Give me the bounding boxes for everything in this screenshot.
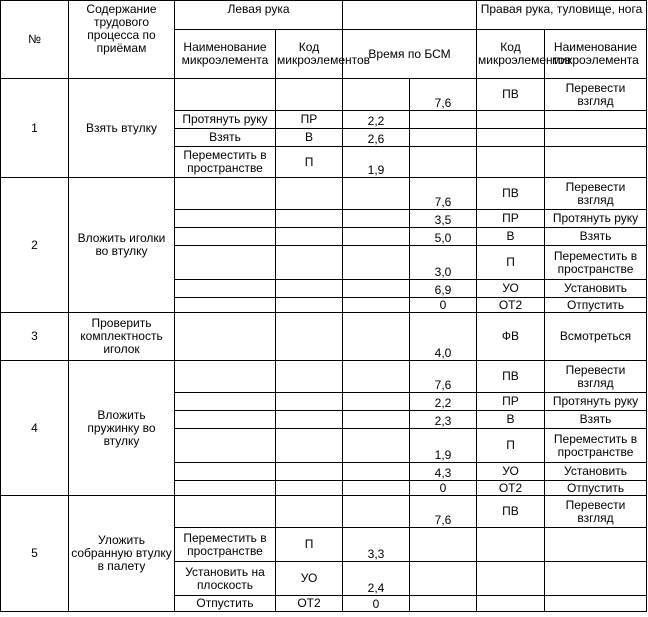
left-element-code: П — [276, 147, 343, 178]
right-element-code: ПР — [477, 393, 545, 411]
right-time: 2,2 — [410, 393, 477, 411]
right-element-name — [545, 129, 647, 147]
right-time: 0 — [410, 298, 477, 313]
table-row — [1, 361, 647, 393]
right-element-code: ОТ2 — [477, 298, 545, 313]
left-time — [343, 361, 410, 393]
right-element-name: Перевести взгляд — [545, 361, 647, 393]
step-content: Взять втулку — [69, 79, 175, 178]
left-time — [343, 411, 410, 429]
step-content: Вложить иголки во втулку — [69, 178, 175, 313]
left-element-code — [276, 481, 343, 496]
right-element-name: Всмотреться — [545, 313, 647, 361]
right-element-code: В — [477, 411, 545, 429]
right-time — [410, 596, 477, 612]
right-element-name — [545, 528, 647, 562]
header-right-name: Наименование микроэлемента — [545, 30, 647, 79]
left-element-name — [175, 463, 276, 481]
left-time — [343, 313, 410, 361]
right-element-name — [545, 562, 647, 596]
header-time: Время по БСМ — [343, 30, 477, 79]
header-left-hand: Левая рука — [175, 1, 343, 30]
right-element-name: Переместить в пространстве — [545, 429, 647, 463]
right-element-code — [477, 528, 545, 562]
header-left-code: Код микроэлементов — [276, 30, 343, 79]
right-time: 4,0 — [410, 313, 477, 361]
right-element-name: Установить — [545, 463, 647, 481]
right-element-code: ОТ2 — [477, 481, 545, 496]
step-content: Вложить пружинку во втулку — [69, 361, 175, 496]
right-element-name: Взять — [545, 228, 647, 246]
left-element-name: Отпустить — [175, 596, 276, 612]
left-time: 0 — [343, 596, 410, 612]
right-time: 7,6 — [410, 361, 477, 393]
right-time: 7,6 — [410, 79, 477, 111]
right-element-code — [477, 129, 545, 147]
right-time — [410, 129, 477, 147]
step-content: Уложить собранную втулку в палету — [69, 496, 175, 612]
left-element-code — [276, 496, 343, 528]
left-element-name — [175, 178, 276, 210]
left-element-name — [175, 429, 276, 463]
right-time: 4,3 — [410, 463, 477, 481]
right-time — [410, 528, 477, 562]
left-element-name — [175, 298, 276, 313]
header-right-hand: Правая рука, туловище, нога — [477, 1, 647, 30]
left-element-code — [276, 280, 343, 298]
right-element-code: ПВ — [477, 178, 545, 210]
right-element-code — [477, 147, 545, 178]
left-element-name — [175, 79, 276, 111]
right-element-name: Отпустить — [545, 298, 647, 313]
right-element-code: П — [477, 246, 545, 280]
right-time: 6,9 — [410, 280, 477, 298]
right-time: 7,6 — [410, 496, 477, 528]
right-time: 3,5 — [410, 210, 477, 228]
right-element-code: В — [477, 228, 545, 246]
left-time: 3,3 — [343, 528, 410, 562]
left-element-code: УО — [276, 562, 343, 596]
right-time — [410, 562, 477, 596]
left-time — [343, 393, 410, 411]
left-element-name: Переместить в пространстве — [175, 528, 276, 562]
step-content: Проверить комплектность иголок — [69, 313, 175, 361]
step-number: 3 — [1, 313, 69, 361]
right-element-code — [477, 596, 545, 612]
step-number: 1 — [1, 79, 69, 178]
left-element-code — [276, 298, 343, 313]
right-time: 2,3 — [410, 411, 477, 429]
left-time — [343, 210, 410, 228]
right-element-name: Перевести взгляд — [545, 79, 647, 111]
left-time — [343, 178, 410, 210]
right-time: 7,6 — [410, 178, 477, 210]
right-element-code: ПВ — [477, 79, 545, 111]
left-element-code: В — [276, 129, 343, 147]
right-element-name: Переместить в пространстве — [545, 246, 647, 280]
left-time — [343, 496, 410, 528]
left-time — [343, 429, 410, 463]
left-time — [343, 228, 410, 246]
right-element-code: ПВ — [477, 361, 545, 393]
right-time — [410, 111, 477, 129]
right-time: 5,0 — [410, 228, 477, 246]
right-element-name — [545, 596, 647, 612]
header-time-spacer — [343, 1, 477, 30]
left-element-code — [276, 228, 343, 246]
left-element-code — [276, 210, 343, 228]
left-time — [343, 298, 410, 313]
right-element-code: П — [477, 429, 545, 463]
right-time: 1,9 — [410, 429, 477, 463]
right-element-code: ПР — [477, 210, 545, 228]
right-element-name: Отпустить — [545, 481, 647, 496]
header-num: № — [1, 1, 69, 79]
left-element-name — [175, 313, 276, 361]
table-row — [1, 313, 647, 361]
left-element-code — [276, 429, 343, 463]
step-number: 5 — [1, 496, 69, 612]
right-time: 0 — [410, 481, 477, 496]
right-element-name: Перевести взгляд — [545, 496, 647, 528]
left-element-code — [276, 313, 343, 361]
table-row — [1, 178, 647, 210]
left-element-code — [276, 393, 343, 411]
left-element-code: П — [276, 528, 343, 562]
left-element-name: Установить на плоскость — [175, 562, 276, 596]
left-time — [343, 246, 410, 280]
header-right-code: Код микроэлементов — [477, 30, 545, 79]
left-time: 2,4 — [343, 562, 410, 596]
right-element-code: УО — [477, 280, 545, 298]
left-element-code — [276, 361, 343, 393]
left-time: 2,2 — [343, 111, 410, 129]
left-element-code — [276, 79, 343, 111]
right-element-code: ПВ — [477, 496, 545, 528]
left-element-code — [276, 178, 343, 210]
step-number: 2 — [1, 178, 69, 313]
right-time: 3,0 — [410, 246, 477, 280]
left-element-code: ОТ2 — [276, 596, 343, 612]
left-time — [343, 463, 410, 481]
right-element-code — [477, 111, 545, 129]
right-element-name — [545, 111, 647, 129]
left-element-name: Переместить в пространстве — [175, 147, 276, 178]
left-element-name — [175, 228, 276, 246]
left-time — [343, 481, 410, 496]
left-time: 2,6 — [343, 129, 410, 147]
header-content: Содержание трудового процесса по приёмам — [69, 1, 175, 79]
left-time: 1,9 — [343, 147, 410, 178]
left-time — [343, 79, 410, 111]
left-element-name — [175, 496, 276, 528]
right-element-name: Протянуть руку — [545, 210, 647, 228]
header-left-name: Наименование микроэлемента — [175, 30, 276, 79]
right-element-code: ФВ — [477, 313, 545, 361]
left-time — [343, 280, 410, 298]
left-element-name — [175, 361, 276, 393]
right-element-name: Протянуть руку — [545, 393, 647, 411]
left-element-name — [175, 393, 276, 411]
right-element-name: Установить — [545, 280, 647, 298]
left-element-name — [175, 481, 276, 496]
left-element-name — [175, 411, 276, 429]
left-element-code: ПР — [276, 111, 343, 129]
right-element-name: Перевести взгляд — [545, 178, 647, 210]
left-element-name: Взять — [175, 129, 276, 147]
left-element-code — [276, 246, 343, 280]
left-element-code — [276, 463, 343, 481]
right-time — [410, 147, 477, 178]
right-element-code: УО — [477, 463, 545, 481]
left-element-name — [175, 280, 276, 298]
left-element-name — [175, 246, 276, 280]
right-element-name — [545, 147, 647, 178]
left-element-code — [276, 411, 343, 429]
left-element-name: Протянуть руку — [175, 111, 276, 129]
right-element-code — [477, 562, 545, 596]
step-number: 4 — [1, 361, 69, 496]
table-row — [1, 496, 647, 528]
table-row — [1, 79, 647, 111]
right-element-name: Взять — [545, 411, 647, 429]
left-element-name — [175, 210, 276, 228]
